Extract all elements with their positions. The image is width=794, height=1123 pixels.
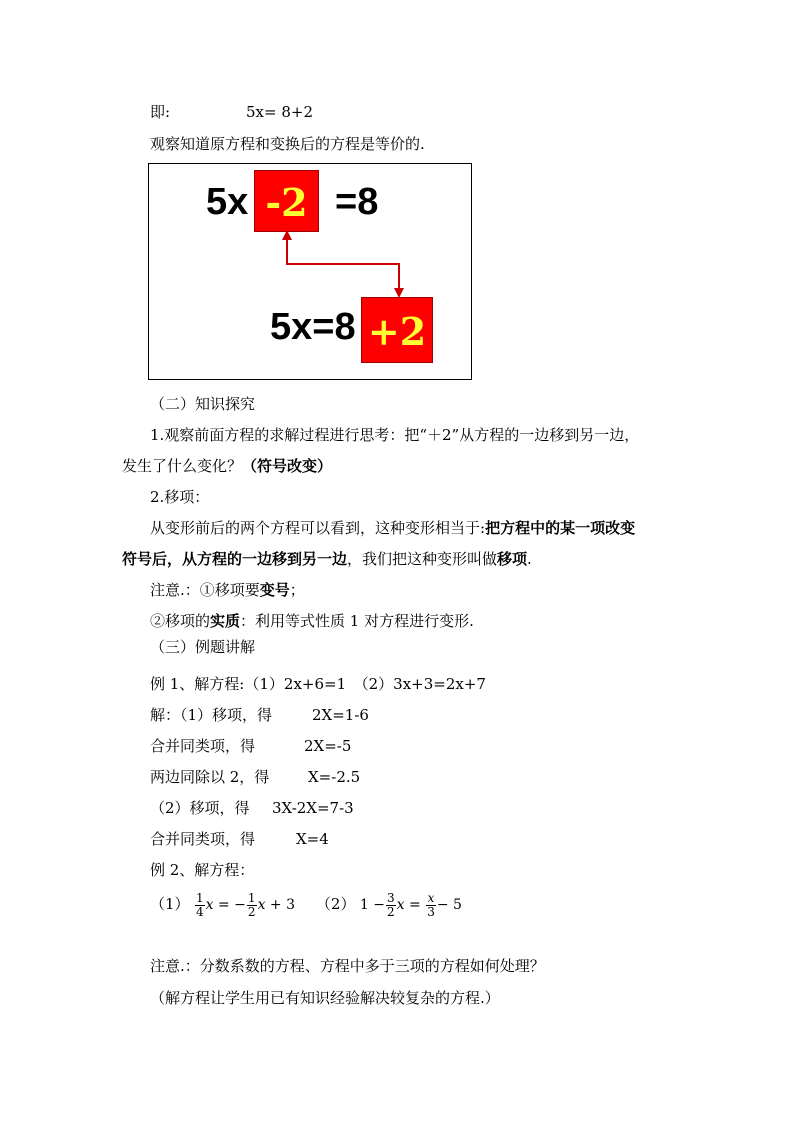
- question-text: 发生了什么变化？: [122, 457, 243, 475]
- intro-label: 即:: [150, 103, 171, 121]
- para-definition-1: [150, 518, 635, 538]
- para-definition-2: [122, 549, 532, 569]
- para-observe-2: [122, 456, 332, 476]
- eq1-end: + 3: [269, 897, 296, 913]
- bottom-red-box: [361, 297, 433, 363]
- note-fraction: 注意.：分数系数的方程、方程中多于三项的方程如何处理？: [150, 957, 545, 975]
- definition-lead: 从变形前后的两个方程可以看到，这种变形相当于:: [150, 519, 486, 537]
- definition-end: .: [527, 550, 532, 568]
- eq2-mid: =: [409, 897, 421, 913]
- note-change-sign: [150, 580, 305, 600]
- note-essence: [150, 611, 474, 631]
- solution-step4-label: （2）移项，得: [150, 799, 250, 817]
- example2: 例 2、解方程：: [150, 861, 255, 879]
- solution-step3-eq: X=-2.5: [308, 768, 361, 786]
- note1-lead: 注意.：①移项要: [150, 581, 260, 599]
- section-knowledge: （二）知识探究: [150, 395, 256, 413]
- definition-middle: ，我们把这种变形叫做: [347, 550, 498, 568]
- eq1-x1: x: [205, 897, 214, 913]
- para-observe-1: 1.观察前面方程的求解过程进行思考：把“＋2”从方程的一边移到另一边，: [150, 426, 640, 444]
- solution-step2-eq: 2X=-5: [304, 737, 352, 755]
- top-box-term: -2: [265, 180, 308, 225]
- solution-step1-label: 解：（1）移项，得: [150, 706, 273, 724]
- example1: 例 1、解方程:（1）2x+6=1 （2）3x+3=2x+7: [150, 675, 486, 693]
- note2-bold: 实质: [210, 612, 241, 630]
- top-equation-rhs: =8: [335, 181, 379, 223]
- solution-step4-eq: 3X-2X=7-3: [272, 799, 354, 817]
- section-examples: （三）例题讲解: [150, 638, 256, 656]
- eq1-fraction-2: $\frac{1}{2}$: [247, 890, 256, 919]
- solution-step3-label: 两边同除以 2，得: [150, 768, 270, 786]
- eq2-fraction-2: $\frac{x}{3}$: [427, 890, 435, 919]
- note-student: （解方程让学生用已有知识经验解决较复杂的方程.）: [150, 989, 500, 1007]
- eq2-label: （2）: [315, 895, 356, 913]
- transposition-figure: [148, 163, 472, 380]
- example2-equations: [150, 886, 462, 922]
- definition-bold-1: 把方程中的某一项改变: [485, 519, 636, 537]
- note1-end: ；: [289, 581, 305, 599]
- bottom-box-term: +2: [367, 309, 427, 354]
- definition-term: 移项: [497, 550, 528, 568]
- solution-step5-label: 合并同类项，得: [150, 830, 256, 848]
- note2-lead: ②移项的: [150, 612, 211, 630]
- eq1-mid: = −: [218, 897, 246, 913]
- solution-step5-eq: X=4: [296, 830, 329, 848]
- eq2-start: 1 −: [359, 897, 386, 913]
- transpose-heading: 2.移项：: [150, 488, 210, 506]
- eq1-fraction-1: $\frac{1}{4}$: [196, 890, 204, 919]
- note2-end: ：利用等式性质 1 对方程进行变形.: [240, 612, 474, 630]
- bottom-equation: 5x=8: [270, 306, 356, 348]
- solution-step2-label: 合并同类项，得: [150, 737, 256, 755]
- eq1-x2: x: [257, 897, 266, 913]
- definition-bold-2: 符号后，从方程的一边移到另一边: [122, 550, 348, 568]
- eq2-x1: x: [396, 897, 405, 913]
- eq2-end: − 5: [436, 897, 462, 913]
- eq1-label: （1）: [150, 895, 190, 913]
- top-equation-lhs: 5x: [206, 181, 249, 223]
- equivalence-note: 观察知道原方程和变换后的方程是等价的.: [150, 135, 425, 153]
- note1-bold: 变号: [259, 581, 290, 599]
- eq2-fraction-1: $\frac{3}{2}$: [387, 890, 395, 919]
- answer-sign-change: （符号改变）: [242, 457, 333, 475]
- solution-step1-eq: 2X=1-6: [312, 706, 369, 724]
- intro-equation: 5x= 8+2: [246, 103, 313, 121]
